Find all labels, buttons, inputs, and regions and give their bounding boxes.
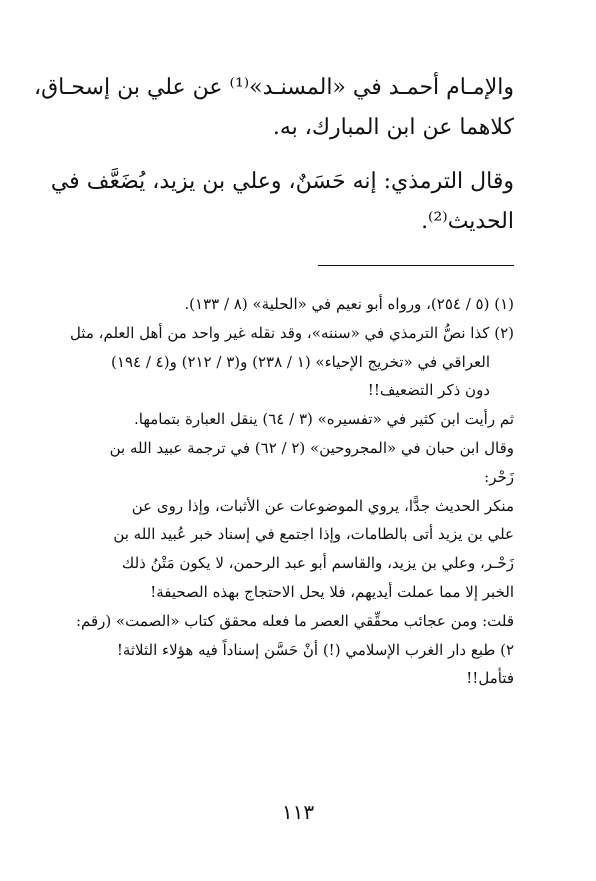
main-text-line: كلاهما عن ابن المبارك، به. — [272, 115, 514, 140]
page-number: ١١٣ — [281, 800, 315, 824]
main-text-line: الحديث⁽²⁾. — [421, 209, 514, 234]
footnote-line: زَحْـر، وعلي بن يزيد، والقاسم أبو عبد الرحمن، لا يكون مَتْنُ ذلك — [121, 554, 514, 573]
footnote-separator — [318, 265, 514, 266]
footnotes — [69, 290, 514, 693]
footnote-line: ٢) طبع دار الغرب الإسلامي (!) أنْ حَسَّن إسناداً فيه هؤلاء الثلاثة! — [116, 640, 514, 659]
footnote-line: (١) (٥ / ٢٥٤)، ورواه أبو نعيم في «الحلية» (٨ / ١٣٣). — [184, 295, 514, 313]
main-text — [34, 68, 514, 242]
footnote-line: دون ذكر التضعيف!! — [367, 381, 490, 400]
footnote-line: زَحْر: — [484, 467, 514, 486]
footnote-line: الخبر إلا مما عملت أيديهم، فلا يحل الاحتجاج بهذه الصحيفة! — [150, 582, 514, 601]
footnote-line: فتأمل!! — [466, 669, 514, 688]
footnote-line: العراقي في «تخريج الإحياء» (١ / ٢٣٨) و(٣ / ٢١٢) و(٤ / ١٩٤) — [111, 352, 490, 371]
main-text-line: وقال الترمذي: إنه حَسَنٌ، وعلي بن يزيد، يُضَعَّف في — [50, 169, 514, 194]
footnote-line: منكر الحديث جدًّا، يروي الموضوعات عن الأثبات، وإذا روى عن — [131, 496, 514, 515]
footnote-line: ثم رأيت ابن كثير في «تفسيره» (٣ / ٦٤) ينقل العبارة بتمامها. — [134, 410, 514, 429]
footnote-line: وقال ابن حبان في «المجروحين» (٢ / ٦٢) في ترجمة عبيد الله بن — [109, 438, 514, 457]
footnote-line: (٢) كذا نصُّ الترمذي في «سننه»، وقد نقله غير واحد من أهل العلم، مثل — [69, 323, 514, 342]
footnote-line: علي بن يزيد أتى بالطامات، وإذا اجتمع في إسناد خبر عُبيد الله بن — [113, 525, 514, 544]
footnote-line: قلت: ومن عجائب محقِّقي العصر ما فعله محقق كتاب «الصمت» (رقم: — [75, 611, 514, 630]
main-text-line: والإمـام أحمـد في «المسنـد»⁽¹⁾ عن علي بن إسحـاق، — [34, 75, 514, 100]
